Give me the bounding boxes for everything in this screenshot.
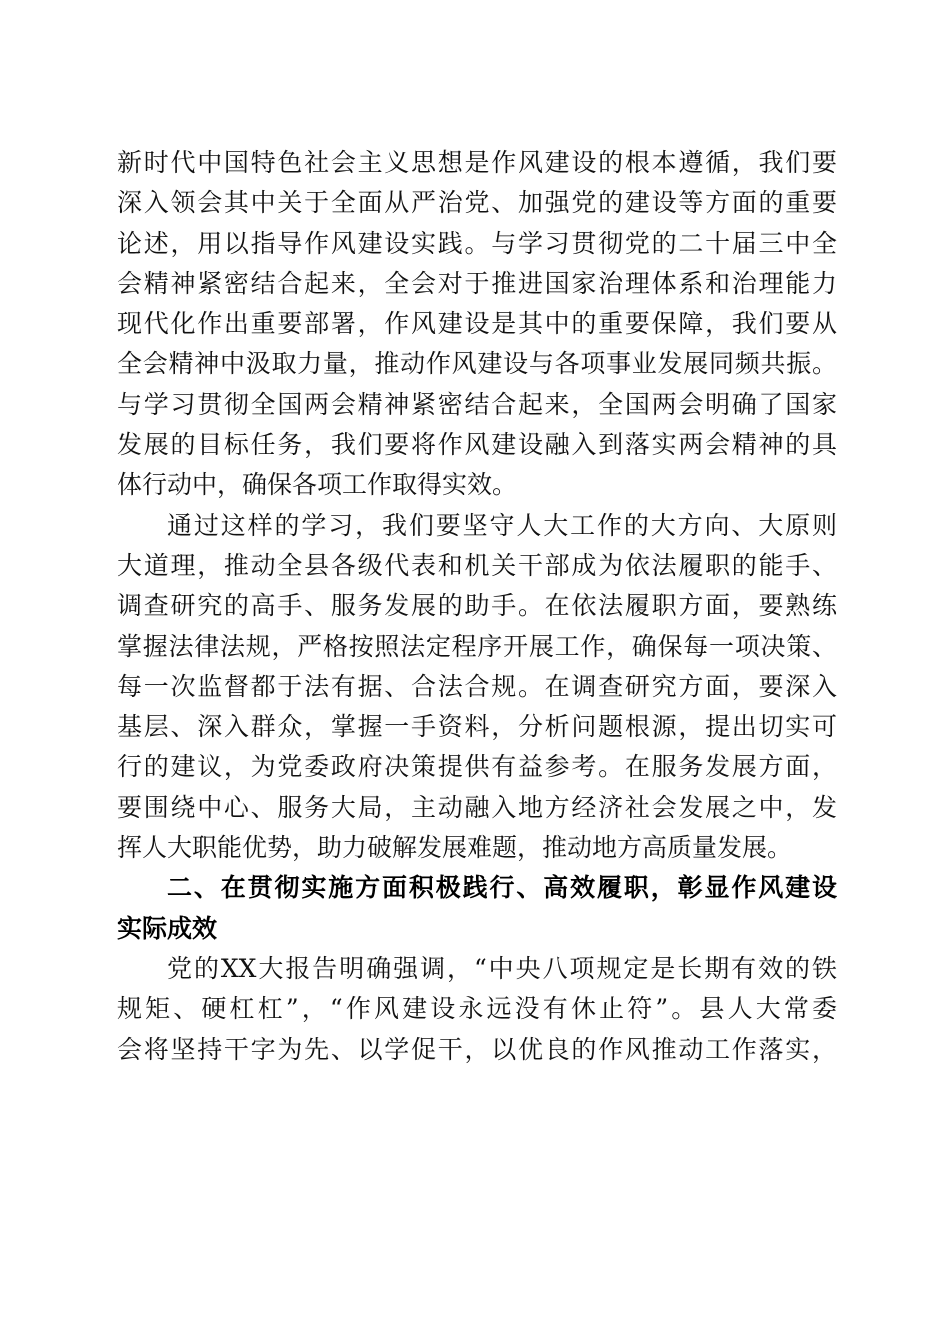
paragraph-continuation [117, 143, 837, 506]
document-body [117, 143, 837, 1070]
text-line: 会精神紧密结合起来，全会对于推进国家治理体系和治理能力 [117, 268, 837, 298]
section-heading [117, 868, 837, 949]
text-line: 规矩、硬杠杠”，“作风建设永远没有休止符”。县人大常委 [117, 994, 837, 1024]
text-line: 会将坚持干字为先、以学促干，以优良的作风推动工作落实， [117, 1034, 837, 1064]
text-line: 与学习贯彻全国两会精神紧密结合起来，全国两会明确了国家 [117, 389, 837, 419]
text-line: 发展的目标任务，我们要将作风建设融入到落实两会精神的具 [117, 430, 837, 460]
paragraph-implementation [117, 949, 837, 1070]
text-line: 基层、深入群众，掌握一手资料，分析问题根源，提出切实可 [117, 712, 837, 742]
text-line: 行的建议，为党委政府决策提供有益参考。在服务发展方面， [117, 752, 837, 782]
text-line: 挥人大职能优势，助力破解发展难题，推动地方高质量发展。 [117, 833, 793, 863]
paragraph-learning [117, 506, 837, 869]
text-line: 新时代中国特色社会主义思想是作风建设的根本遵循，我们要 [117, 148, 837, 177]
text-line: 要围绕中心、服务大局，主动融入地方经济社会发展之中，发 [117, 792, 837, 822]
text-line: 党的XX大报告明确强调，“中央八项规定是长期有效的铁 [167, 953, 837, 983]
text-line: 体行动中，确保各项工作取得实效。 [117, 470, 518, 500]
text-line: 论述，用以指导作风建设实践。与学习贯彻党的二十届三中全 [117, 228, 837, 258]
heading-line: 二、在贯彻实施方面积极践行、高效履职，彰显作风建设 [167, 873, 837, 903]
text-line: 深入领会其中关于全面从严治党、加强党的建设等方面的重要 [117, 188, 837, 218]
text-line: 调查研究的高手、服务发展的助手。在依法履职方面，要熟练 [117, 591, 837, 621]
text-line: 每一次监督都于法有据、合法合规。在调查研究方面，要深入 [117, 671, 837, 701]
text-line: 大道理，推动全县各级代表和机关干部成为依法履职的能手、 [117, 550, 837, 580]
text-line: 通过这样的学习，我们要坚守人大工作的大方向、大原则 [167, 510, 837, 540]
text-line: 掌握法律法规，严格按照法定程序开展工作，确保每一项决策、 [117, 631, 837, 661]
heading-line: 实际成效 [117, 913, 218, 943]
text-line: 全会精神中汲取力量，推动作风建设与各项事业发展同频共振。 [117, 349, 837, 379]
text-line: 现代化作出重要部署，作风建设是其中的重要保障，我们要从 [117, 309, 837, 339]
